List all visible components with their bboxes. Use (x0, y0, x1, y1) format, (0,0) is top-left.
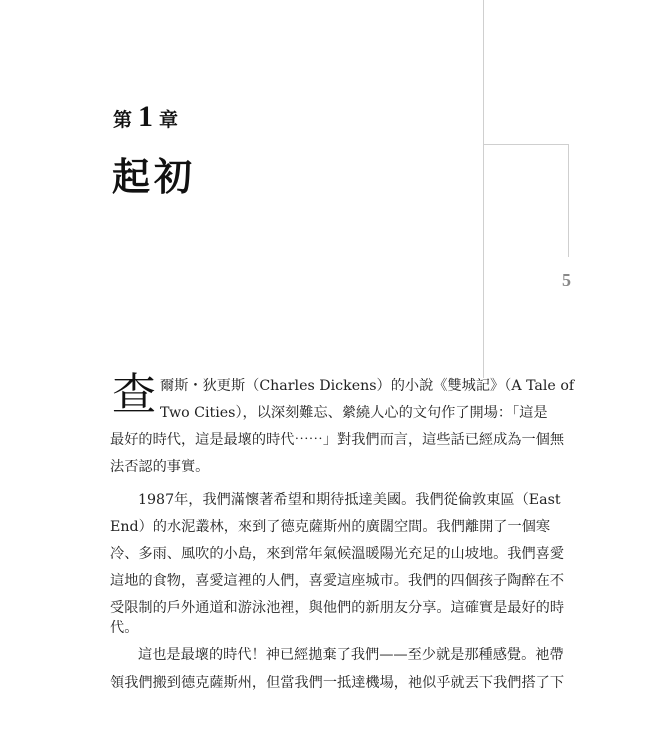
page-number: 5 (562, 270, 571, 290)
body-line: 法否認的事實。 (110, 459, 210, 475)
body-line: 冷、多雨、風吹的小島，來到常年氣候溫暖陽光充足的山坡地。我們喜愛 (110, 546, 565, 562)
body-line: 爾斯・狄更斯（Charles Dickens）的小說《雙城記》（A Tale of (160, 378, 575, 394)
body-line: End）的水泥叢林，來到了德克薩斯州的廣闊空間。我們離開了一個寒 (110, 519, 551, 535)
body-line: 領我們搬到德克薩斯州，但當我們一抵達機場，祂似乎就丟下我們搭了下 (110, 675, 565, 691)
drop-cap: 查 (112, 369, 156, 420)
body-line: 1987年，我們滿懷著希望和期待抵達美國。我們從倫敦東區（East (138, 492, 561, 508)
body-line: 受限制的戶外通道和游泳池裡，與他們的新朋友分享。這確實是最好的時 (110, 600, 565, 616)
chapter-label (113, 100, 178, 134)
chapter-number: 1 (138, 100, 154, 133)
margin-rule-vertical (483, 0, 484, 378)
body-line: 最好的時代，這是最壞的時代⋯⋯」對我們而言，這些話已經成為一個無 (110, 432, 565, 448)
chapter-suffix: 章 (159, 109, 179, 131)
body-line: 代。 (110, 620, 139, 636)
body-line: 這地的食物，喜愛這裡的人們，喜愛這座城市。我們的四個孩子陶醉在不 (110, 573, 565, 589)
body-line: Two Cities），以深刻難忘、縈繞人心的文句作了開場：「這是 (160, 405, 548, 421)
margin-rule-horizontal (483, 144, 569, 145)
body-line: 這也是最壞的時代！神已經拋棄了我們——至少就是那種感覺。祂帶 (138, 647, 564, 663)
chapter-prefix: 第 (113, 109, 133, 131)
chapter-title: 起初 (112, 155, 197, 199)
page-number-rule (568, 144, 569, 257)
